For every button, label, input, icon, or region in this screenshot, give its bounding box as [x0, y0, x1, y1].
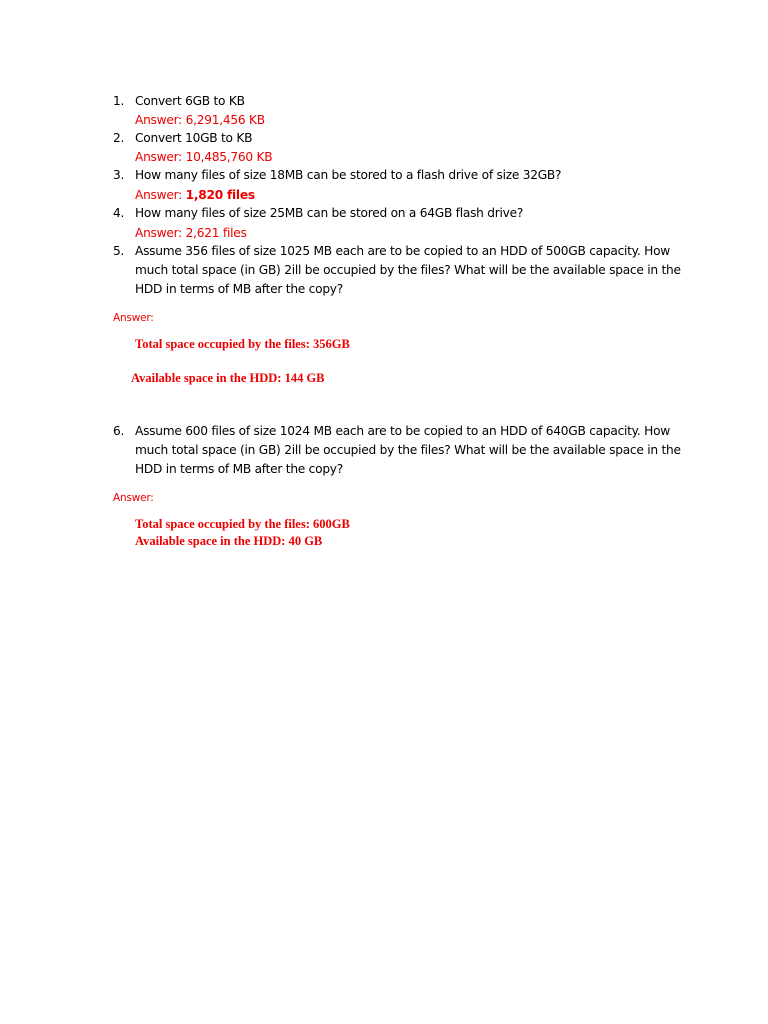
- answer-4: [135, 224, 247, 242]
- question-4: [113, 204, 693, 223]
- answer-prefix: Answer:: [135, 226, 186, 240]
- answer-1: [135, 111, 265, 129]
- total-space-value: : 356GB: [305, 337, 350, 351]
- answer-value: 10,485,760 KB: [185, 150, 273, 164]
- question-text: Assume 600 files of size 1024 MB each are to be copied to an HDD of 640GB capacity. How much total space (in GB) 2ill be occupied by the files? What will be the available space in the HDD in terms of MB after the copy?: [135, 424, 681, 476]
- answer-3: [135, 186, 255, 204]
- available-space-label: Available space in the HDD: [135, 534, 282, 548]
- question-3: [113, 166, 693, 185]
- question-text: Convert 10GB to KB: [135, 131, 253, 145]
- question-1: [113, 92, 693, 111]
- answer-prefix: Answer:: [135, 150, 186, 164]
- question-number: 2.: [113, 131, 125, 145]
- question-6: [113, 422, 693, 478]
- answer-prefix: Answer:: [135, 188, 186, 202]
- available-space-6: [135, 533, 322, 550]
- answer-label-6: Answer:: [113, 492, 154, 504]
- answer-prefix: Answer:: [135, 113, 186, 127]
- answer-value: 2,621 files: [185, 226, 247, 240]
- available-space-value: : 144 GB: [277, 371, 325, 385]
- question-number: 5.: [113, 244, 125, 258]
- answer-2: [135, 148, 272, 166]
- question-2: [113, 129, 693, 148]
- available-space-value: : 40 GB: [281, 534, 323, 548]
- question-number: 3.: [113, 168, 125, 182]
- answer-value: 6,291,456 KB: [185, 113, 265, 127]
- question-text: Assume 356 files of size 1025 MB each are to be copied to an HDD of 500GB capacity. How much total space (in GB) 2ill be occupied by the files? What will be the available space in the HDD in terms of MB after the copy?: [135, 244, 681, 296]
- answer-label-5: Answer:: [113, 312, 154, 324]
- total-space-value: : 600GB: [305, 517, 350, 531]
- available-space-label: Available space in the HDD: [131, 371, 278, 385]
- total-space-5: [135, 336, 350, 353]
- question-number: 4.: [113, 206, 125, 220]
- total-space-label: Total space occupied by the files: [135, 517, 306, 531]
- available-space-5: [131, 370, 325, 387]
- total-space-label: Total space occupied by the files: [135, 337, 306, 351]
- question-number: 1.: [113, 94, 125, 108]
- answer-value: 1,820 files: [185, 188, 255, 202]
- question-text: Convert 6GB to KB: [135, 94, 245, 108]
- question-number: 6.: [113, 424, 125, 438]
- question-text: How many files of size 25MB can be stored on a 64GB flash drive?: [135, 206, 524, 220]
- question-text: How many files of size 18MB can be stored to a flash drive of size 32GB?: [135, 168, 562, 182]
- question-5: [113, 242, 693, 298]
- total-space-6: [135, 516, 350, 533]
